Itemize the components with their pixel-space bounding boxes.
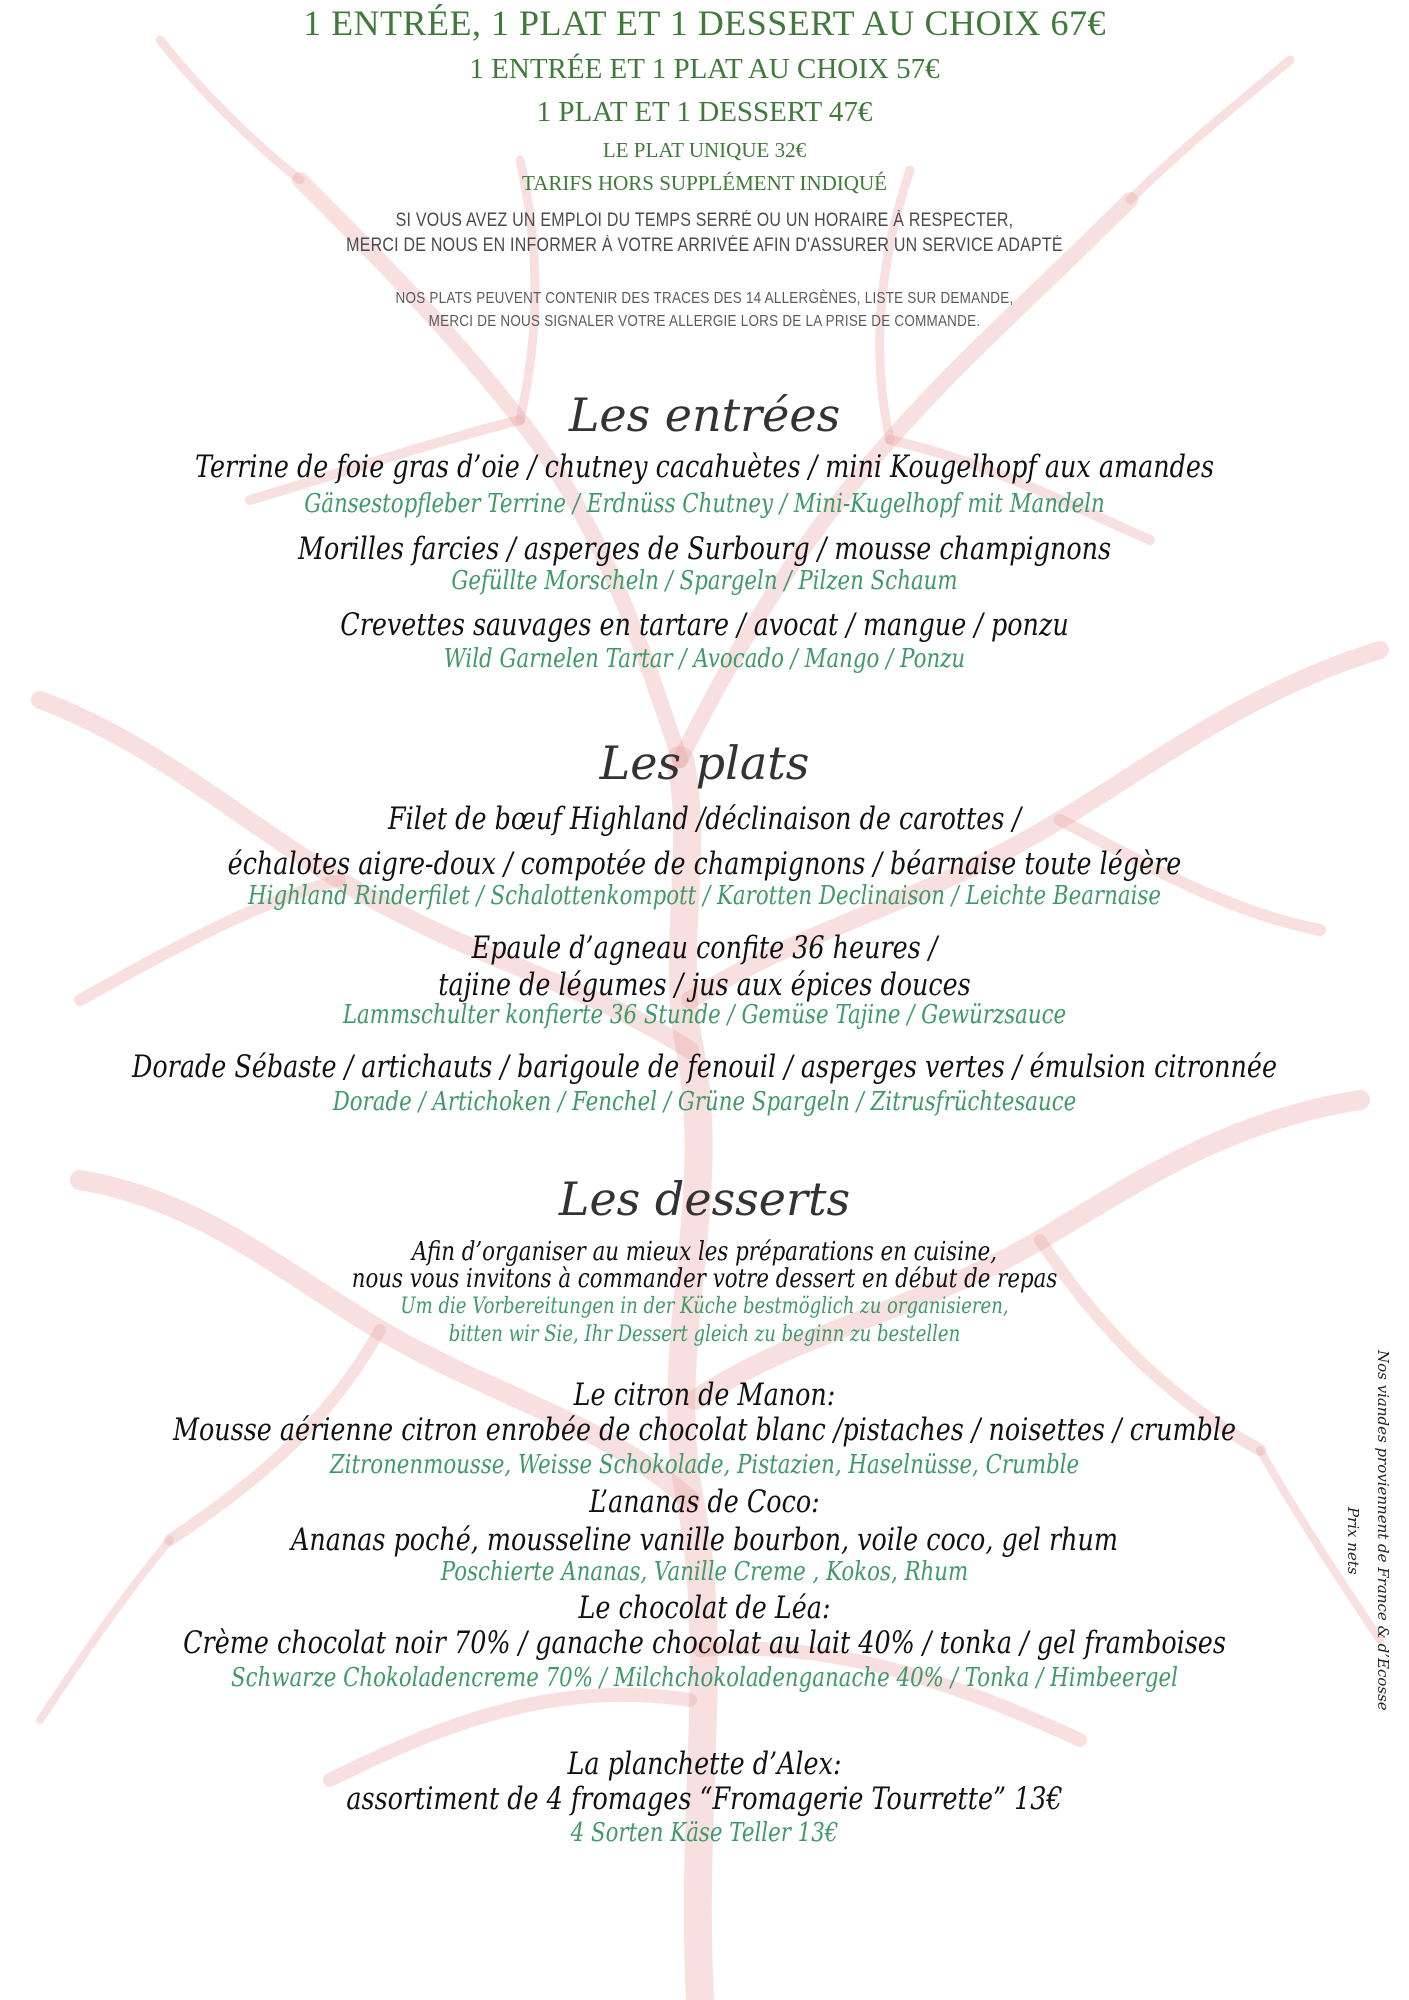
plat-3-de: Dorade / Artichoken / Fenchel / Grüne Spargeln / Zitrusfrüchtesauce [332,1087,1077,1117]
menu-price-main-dessert: 1 PLAT ET 1 DESSERT 47€ [536,96,873,128]
section-title-plats: Les plats [599,736,810,790]
menu-price-single-dish: LE PLAT UNIQUE 32€ [602,138,807,162]
allergen-notice-line2: MERCI DE NOUS SIGNALER VOTRE ALLERGIE LORS DE LA PRISE DE COMMANDE. [428,313,981,330]
schedule-notice-line2: MERCI DE NOUS EN INFORMER À VOTRE ARRIVÉE AFIN D'ASSURER UN SERVICE ADAPTÉ [346,235,1063,256]
plat-2-fr-line2: tajine de légumes / jus aux épices douces [438,967,971,1003]
dessert-1-name: Le citron de Manon: [573,1377,836,1413]
meat-origin-note: Nos viandes proviennent de France & d’Ecosse [1374,1350,1392,1711]
dessert-intro-fr-line1: Afin d’organiser au mieux les préparations en cuisine, [411,1237,998,1267]
section-title-entrees: Les entrées [568,388,841,442]
dessert-4-fr: assortiment de 4 fromages “Fromagerie Tourrette” 13€ [346,1781,1063,1817]
plat-3-fr: Dorade Sébaste / artichauts / barigoule de fenouil / asperges vertes / émulsion citronnée [131,1049,1278,1085]
menu-price-three-course: 1 ENTRÉE, 1 PLAT ET 1 DESSERT AU CHOIX 67€ [303,3,1106,43]
allergen-notice-line1: NOS PLATS PEUVENT CONTENIR DES TRACES DES 14 ALLERGÈNES, LISTE SUR DEMANDE, [395,290,1014,307]
entree-2-de: Gefüllte Morscheln / Spargeln / Pilzen Schaum [451,566,958,596]
entree-3-fr: Crevettes sauvages en tartare / avocat / mangue / ponzu [340,607,1069,643]
plat-1-de: Highland Rinderfilet / Schalottenkompott / Karotten Declinaison / Leichte Bearnaise [248,881,1161,911]
net-prices-note: Prix nets [1344,1507,1362,1575]
plat-1-fr-line1: Filet de bœuf Highland /déclinaison de carottes / [387,801,1022,837]
menu-price-starter-main: 1 ENTRÉE ET 1 PLAT AU CHOIX 57€ [469,53,940,85]
dessert-3-fr: Crème chocolat noir 70% / ganache chocolat au lait 40% / tonka / gel framboises [183,1625,1226,1661]
dessert-3-name: Le chocolat de Léa: [578,1590,831,1626]
dessert-1-fr: Mousse aérienne citron enrobée de chocolat blanc /pistaches / noisettes / crumble [172,1412,1237,1448]
section-title-desserts: Les desserts [558,1172,851,1226]
plat-1-fr-line2: échalotes aigre-doux / compotée de champignons / béarnaise toute légère [227,846,1182,882]
plat-2-de: Lammschulter konfierte 36 Stunde / Gemüse Tajine / Gewürzsauce [342,1000,1067,1030]
entree-2-fr: Morilles farcies / asperges de Surbourg / mousse champignons [297,531,1112,567]
dessert-intro-de-line2: bitten wir Sie, Ihr Dessert gleich zu beginn zu bestellen [448,1322,961,1347]
dessert-1-de: Zitronenmousse, Weisse Schokolade, Pistazien, Haselnüsse, Crumble [329,1450,1080,1480]
entree-3-de: Wild Garnelen Tartar / Avocado / Mango / Ponzu [443,644,966,674]
dessert-3-de: Schwarze Chokoladencreme 70% / Milchchokoladenganache 40% / Tonka / Himbeergel [231,1663,1178,1693]
entree-1-de: Gänsestopfleber Terrine / Erdnüss Chutney / Mini-Kugelhopf mit Mandeln [304,489,1105,519]
dessert-4-de: 4 Sorten Käse Teller 13€ [570,1818,839,1848]
dessert-2-fr: Ananas poché, mousseline vanille bourbon, voile coco, gel rhum [290,1522,1119,1558]
dessert-2-name: L’ananas de Coco: [589,1484,820,1520]
dessert-4-name: La planchette d’Alex: [567,1746,842,1782]
dessert-intro-fr-line2: nous vous invitons à commander votre dessert en début de repas [351,1264,1058,1294]
entree-1-fr: Terrine de foie gras d’oie / chutney cacahuètes / mini Kougelhopf aux amandes [194,449,1215,485]
pricing-supplement-note: TARIFS HORS SUPPLÉMENT INDIQUÉ [522,171,887,195]
dessert-intro-de-line1: Um die Vorbereitungen in der Küche bestmöglich zu organisieren, [400,1294,1009,1319]
dessert-2-de: Poschierte Ananas, Vanille Creme , Kokos, Rhum [440,1557,969,1587]
plat-2-fr-line1: Epaule d’agneau confite 36 heures / [471,930,938,966]
schedule-notice-line1: SI VOUS AVEZ UN EMPLOI DU TEMPS SERRÉ OU UN HORAIRE À RESPECTER, [395,210,1014,231]
